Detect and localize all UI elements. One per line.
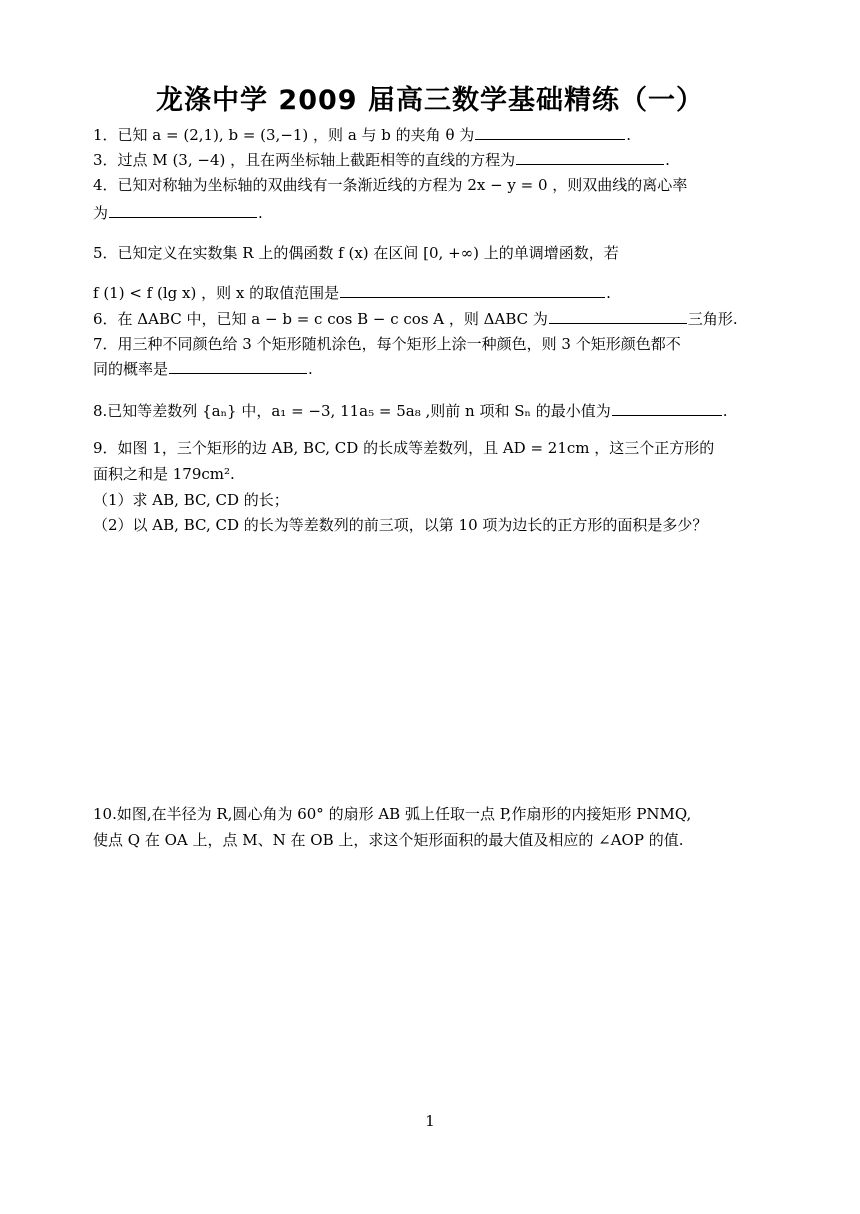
question-7-line-1: 7．用三种不同颜色给 3 个矩形随机涂色，每个矩形上涂一种颜色，则 3 个矩形颜色都不 — [93, 335, 681, 353]
question-7-end: . — [308, 360, 313, 378]
page-title: 龙涤中学 2009 届高三数学基础精练（一） — [156, 85, 704, 116]
question-7-line-2 — [93, 358, 767, 380]
answer-blank[interactable] — [516, 150, 664, 165]
answer-blank[interactable] — [340, 283, 605, 298]
question-10-line-1: 10.如图,在半径为 R,圆心角为 60° 的扇形 AB 弧上任取一点 P,作扇形的内接矩形 PNMQ, — [93, 805, 692, 823]
question-1-text: 1．已知 a = (2,1), b = (3,−1) ，则 a 与 b 的夹角 θ 为 — [93, 126, 475, 144]
question-1 — [93, 124, 767, 146]
question-4-text: 为 — [93, 204, 109, 222]
question-6-text: 6．在 ΔABC 中，已知 a − b = c cos B − c cos A ，则 ΔABC 为 — [93, 310, 548, 328]
question-6 — [93, 308, 767, 330]
question-8-end: . — [722, 402, 728, 420]
question-4-line-2 — [93, 202, 767, 224]
answer-blank[interactable] — [169, 359, 307, 374]
question-10-line-2: 使点 Q 在 OA 上，点 M、N 在 OB 上，求这个矩形面积的最大值及相应的 ∠AOP 的值. — [93, 831, 684, 849]
question-5-line-1: 5．已知定义在实数集 R 上的偶函数 f (x) 在区间 [0, +∞) 上的单调增函数，若 — [93, 244, 619, 262]
answer-blank[interactable] — [475, 125, 625, 140]
question-8-text: 8.已知等差数列 {aₙ} 中，a₁ = −3, 11a₅ = 5a₈ ,则前 n 项和 Sₙ 的最小值为 — [93, 402, 611, 420]
question-4-line-1: 4．已知对称轴为坐标轴的双曲线有一条渐近线的方程为 2x − y = 0 ，则双曲线的离心率 — [93, 176, 688, 194]
question-5-text: f (1) < f (lg x) ，则 x 的取值范围是 — [93, 284, 340, 302]
question-3 — [93, 149, 767, 171]
question-5-end: . — [606, 284, 611, 302]
question-9-part-2: （2）以 AB, BC, CD 的长为等差数列的前三项，以第 10 项为边长的正方形的面积是多少？ — [93, 516, 708, 534]
question-3-end: . — [665, 151, 670, 169]
question-9-part-1: （1）求 AB, BC, CD 的长； — [93, 491, 289, 509]
question-9-line-1: 9．如图 1，三个矩形的边 AB, BC, CD 的长成等差数列，且 AD = 21cm ，这三个正方形的 — [93, 439, 715, 457]
question-1-end: . — [626, 126, 632, 144]
question-8 — [93, 400, 767, 422]
page-number: 1 — [425, 1112, 435, 1130]
question-6-end: 三角形. — [687, 310, 738, 328]
question-7-text: 同的概率是 — [93, 360, 169, 378]
answer-blank[interactable] — [549, 309, 687, 324]
question-4-end: . — [258, 204, 263, 222]
question-9-line-2: 面积之和是 179cm². — [93, 465, 235, 483]
question-5-line-2 — [93, 282, 767, 304]
answer-blank[interactable] — [109, 203, 257, 218]
question-3-text: 3．过点 M (3, −4) ，且在两坐标轴上截距相等的直线的方程为 — [93, 151, 516, 169]
answer-blank[interactable] — [612, 401, 722, 416]
